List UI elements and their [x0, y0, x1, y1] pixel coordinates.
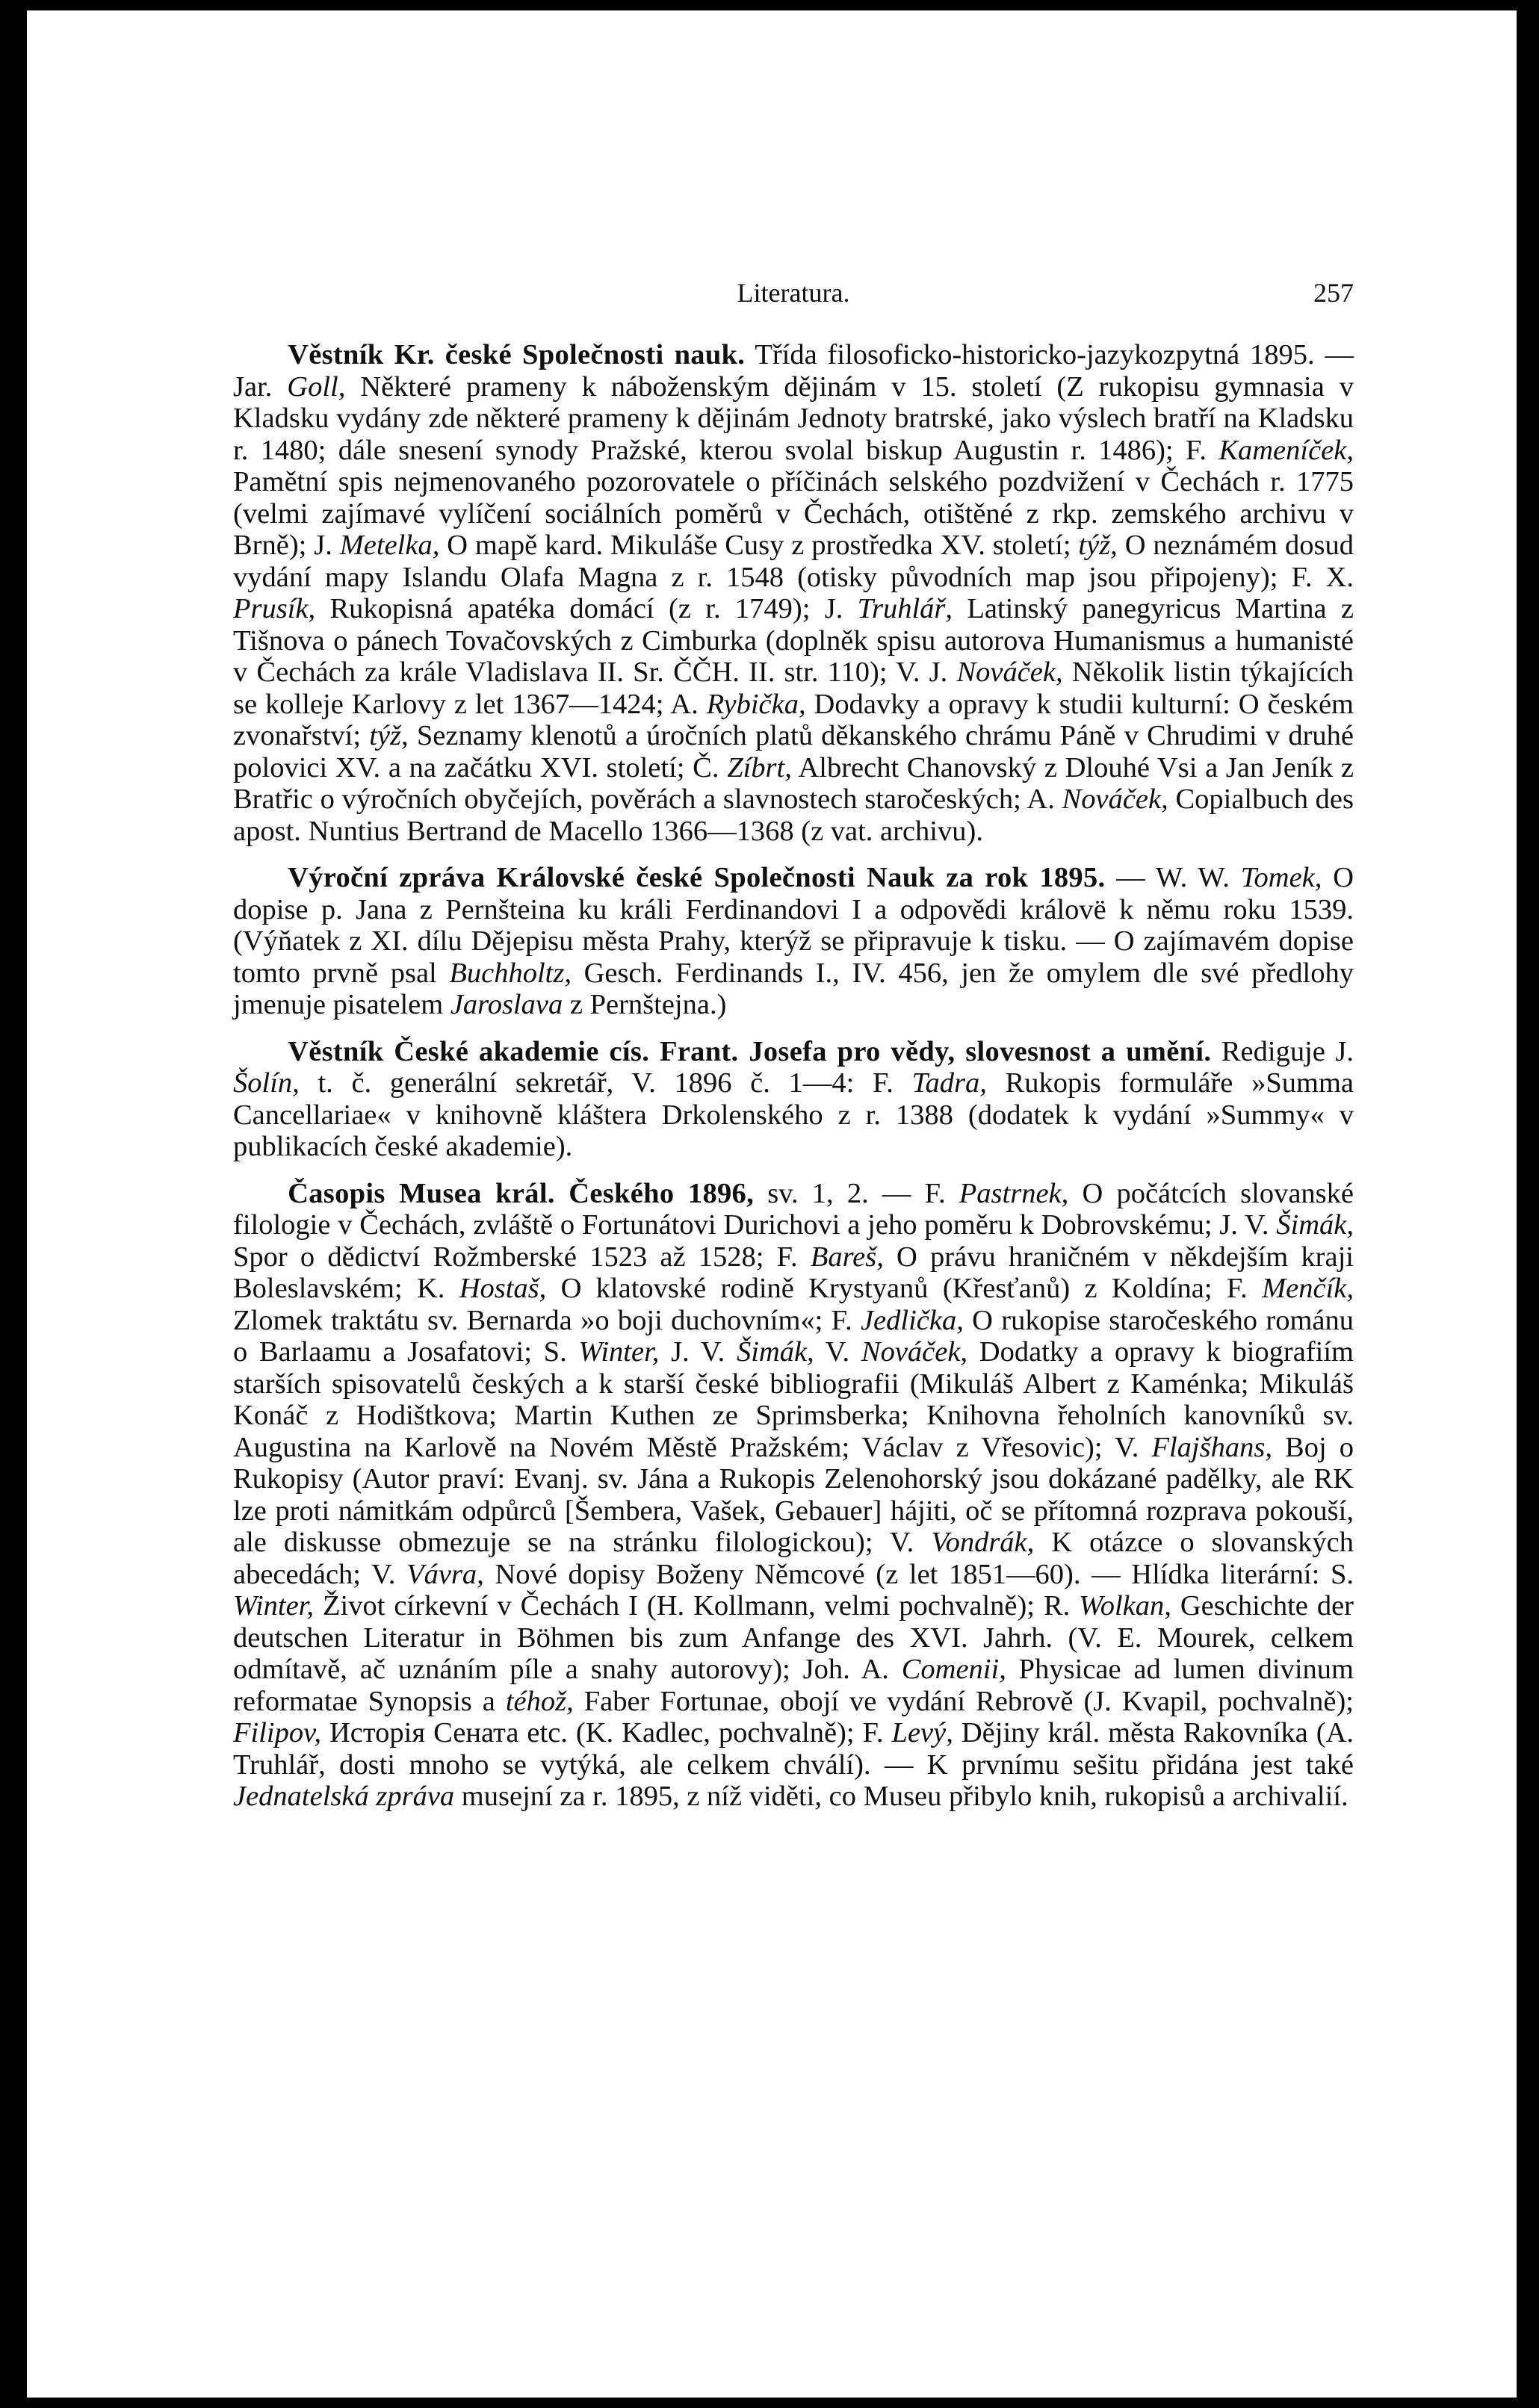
author-name: téhož, [505, 1685, 574, 1717]
paragraph-vestnik-kr-ceske-spolecnosti [233, 339, 1354, 847]
author-name: Vávra, [406, 1558, 484, 1590]
author-name: Truhlář, [857, 593, 953, 624]
body-text: Latinský panegyricus Martina z Tišnova o pánech Tovačovských z Cimburka (doplněk spisu autorova Humanismus a humanisté v Čechách za krále Vladislava II. Sr. ČČH. II. str. 110); V. J. [233, 593, 1354, 688]
body-text: Rukopisná apatéka domácí (z r. 1749); J. [315, 593, 858, 624]
body-text: t. č. generální sekretář, V. 1896 č. 1—4: F. [299, 1067, 912, 1099]
author-name: Jaroslava [450, 989, 563, 1020]
body-text: Pamětní spis nejmenovaného pozorovatele o příčinách selského pozdvižení v Čechách r. 1775 (velmi zajímavé vylíčení sociálních poměrů v Čechách, otištěné z rkp. zemského archivu v Brně); J. [233, 466, 1354, 561]
author-name: Tadra, [911, 1067, 987, 1099]
body-text: Исторія Сената etc. (K. Kadlec, pochvalně); F. [321, 1717, 892, 1748]
page-header [233, 277, 1354, 314]
paragraph-casopis-musea [233, 1178, 1354, 1813]
article-body [233, 339, 1354, 1828]
body-text: Gesch. Ferdinands I., IV. 456, jen že omylem dle své předlohy jmenuje pisatelem [233, 957, 1354, 1020]
body-text: Dějiny král. města Rakovníka (A. Truhlář, dosti mnoho se vytýká, ale celkem chválí). — K prvnímu sešitu přidána jest také [233, 1717, 1354, 1781]
author-name: týž, [369, 720, 409, 751]
author-name: Vondrák, [931, 1527, 1035, 1558]
body-text: O rukopise staročeského románu o Barlaamu a Josafatovi; S. [233, 1304, 1354, 1368]
author-name: Tomek, [1240, 862, 1322, 893]
body-text: Život církevní v Čechách I (H. Kollmann, velmi pochvalně); R. [314, 1590, 1080, 1622]
body-text: Dodatky a opravy k biografiím starších spisovatelů českých a k starší české bibliografii (Mikuláš Albert z Kaménka; Mikuláš Konáč z Hodištkova; Martin Kuthen ze Sprimsberka; Knihovna řeholních kanovníků sv. Augustina na Karlově na Novém Městě Pražském; Václav z Vřesovic); V. [233, 1336, 1354, 1463]
author-name: Rybička, [706, 688, 806, 720]
author-name: Comenii, [901, 1654, 1006, 1685]
body-text: Nové dopisy Boženy Němcové (z let 1851—60). — Hlídka literární: S. [483, 1558, 1354, 1590]
body-text: V. [814, 1336, 861, 1368]
author-name: Flajšhans, [1151, 1431, 1272, 1463]
body-text: — W. W. [1105, 862, 1241, 893]
author-name: Filipov, [233, 1717, 321, 1748]
body-text: Seznamy klenotů a úročních platů děkanského chrámu Páně v Chrudimi v druhé polovici XV. a na začátku XVI. století; Č. [233, 720, 1354, 783]
body-text: O mapě kard. Mikuláše Cusy z prostředka XV. století; [439, 530, 1079, 561]
author-name: Zíbrt, [727, 751, 792, 783]
author-name: Metelka, [339, 530, 440, 561]
body-text: O dopise p. Jana z Pernšteina ku králi Ferdinandovi I a odpovědi královë k němu roku 1539. (Výňatek z XI. dílu Dějepisu města Prahy, kterýž se připravuje k tisku. — O zajímavém dopise tomto prvně psal [233, 862, 1354, 989]
bold-title: Časopis Musea král. Českého 1896, [288, 1177, 755, 1209]
paragraph-vyrocni-zprava [233, 862, 1354, 1021]
body-text: Zlomek traktátu sv. Bernarda »o boji duchovním«; F. [233, 1304, 861, 1336]
body-text: z Pernštejna.) [563, 989, 727, 1020]
body-text: O počátcích slovanské filologie v Čechách, zvláště o Fortunátovi Durichovi a jeho poměru k Dobrovskému; J. V. [233, 1177, 1354, 1241]
author-name: Buchholtz, [449, 957, 572, 989]
author-name: Prusík, [233, 593, 316, 624]
running-title: Literatura. [737, 278, 850, 308]
author-name: týž, [1078, 530, 1118, 561]
bold-title: Výroční zpráva Královské české Společnosti Nauk za rok 1895. [288, 862, 1106, 893]
bold-title: Věstník Kr. české Společnosti nauk. [288, 339, 746, 370]
body-text: Physicae ad lumen divinum reformatae Synopsis a [233, 1654, 1354, 1717]
author-name: Winter, [578, 1336, 660, 1368]
body-text: Albrecht Chanovský z Dlouhé Vsi a Jan Jeník z Bratřic o výročních obyčejích, pověrách a slavnostech staročeských; A. [233, 751, 1354, 815]
author-name: Menčík, [1262, 1273, 1354, 1304]
author-name: Nováček, [861, 1336, 968, 1368]
body-text: Rediguje J. [1211, 1035, 1354, 1067]
author-name: Wolkan, [1079, 1590, 1171, 1622]
author-name: Šimák, [736, 1336, 814, 1368]
author-name: Šimák, [1276, 1209, 1354, 1241]
author-name: Nováček, [1062, 783, 1168, 815]
body-text: Třída filosoficko-historicko-jazykozpytná 1895. — Jar. [233, 339, 1354, 403]
author-name: Nováček, [956, 657, 1063, 688]
body-text: Spor o dědictví Rožmberské 1523 až 1528; F. [233, 1241, 811, 1273]
author-name: Winter, [233, 1590, 315, 1622]
body-text: O právu hraničném v někdejším kraji Boleslavském; K. [233, 1241, 1354, 1304]
body-text: Dodavky a opravy k studii kulturní: O českém zvonařství; [233, 688, 1354, 751]
body-text: J. V. [659, 1336, 737, 1368]
body-text: Několik listin týkajících se kolleje Karlovy z let 1367—1424; A. [233, 657, 1354, 720]
body-text: Boj o Rukopisy (Autor praví: Evanj. sv. Jána a Rukopis Zelenohorský jsou dokázané padělky, ale RK lze proti námitkám odpůrců [Šembera, Vašek, Gebauer] hájiti, oč se přítomná rozprava pokouší, ale diskusse obmezuje se na stránku filologickou); V. [233, 1431, 1354, 1558]
body-text: O neznámém dosud vydání mapy Islandu Olafa Magna z r. 1548 (otisky původních map jsou připojeny); F. X. [233, 530, 1354, 593]
body-text: Faber Fortunae, obojí ve vydání Rebrově (J. Kvapil, pochvalně); [573, 1685, 1354, 1717]
author-name: Hostaš, [459, 1273, 547, 1304]
body-text: Rukopis formuláře »Summa Cancellariae« v knihovně kláštera Drkolenského z r. 1388 (dodatek k vydání »Summy« v publikacích české akademie). [233, 1067, 1354, 1162]
author-name: Goll, [287, 370, 346, 403]
author-name: Pastrnek, [959, 1177, 1069, 1209]
body-text: Některé prameny k náboženským dějinám v 15. století (Z rukopisu gymnasia v Kladsku vydány zde některé prameny k dějinám Jednoty bratrské, jako výslech bratří na Kladsku r. 1480; dále snesení synody Pražské, kterou svolal biskup Augustin r. 1486); F. [233, 370, 1354, 466]
author-name: Šolín, [233, 1067, 300, 1099]
body-text: Copialbuch des apost. Nuntius Bertrand de Macello 1366—1368 (z vat. archivu). [233, 783, 1354, 847]
author-name: Jednatelská zpráva [233, 1781, 455, 1812]
body-text: sv. 1, 2. — F. [754, 1177, 959, 1209]
body-text: K otázce o slovanských abecedách; V. [233, 1527, 1354, 1590]
bold-title: Věstník České akademie cís. Frant. Josefa pro vědy, slovesnost a umění. [288, 1035, 1212, 1067]
body-text: O klatovské rodině Krystyanů (Křesťanů) z Koldína; F. [546, 1273, 1263, 1304]
author-name: Kameníček, [1218, 434, 1354, 466]
book-page [27, 10, 1517, 2398]
page-number: 257 [1313, 278, 1354, 308]
author-name: Levý, [891, 1717, 953, 1748]
author-name: Jedlička, [860, 1304, 964, 1336]
body-text: Geschichte der deutschen Literatur in Böhmen bis zum Anfange des XVI. Jahrh. (V. E. Mourek, celkem odmítavě, ač uznáním píle a snahy autorovy); Joh. A. [233, 1590, 1354, 1685]
body-text: musejní za r. 1895, z níž viděti, co Museu přibylo knih, rukopisů a archivalií. [454, 1781, 1348, 1812]
author-name: Bareš, [810, 1241, 884, 1273]
paragraph-vestnik-ceske-akademie [233, 1036, 1354, 1163]
